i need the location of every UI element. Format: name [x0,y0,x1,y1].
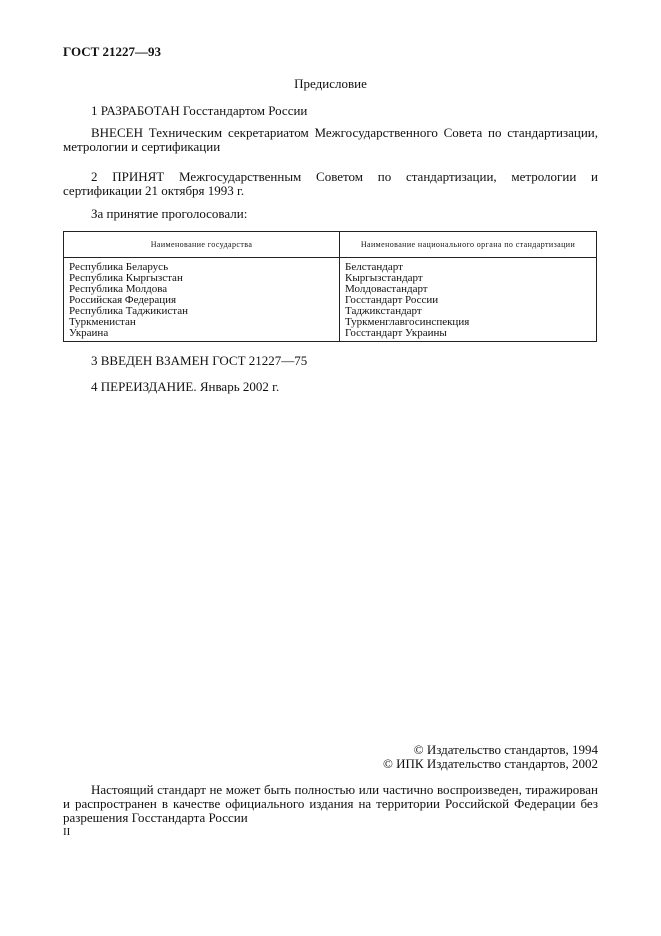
state-name: Российская Федерация [69,294,177,306]
item-adopted: 2 ПРИНЯТ Межгосударственным Советом по стандартизации, метрологии и сертификации 21 октября 1993 г. [63,169,598,198]
standards-body-name: Белстандарт [345,261,403,273]
state-name: Украина [69,327,109,339]
state-column [64,258,340,342]
voting-table [63,231,597,342]
copyright-1994: © Издательство стандартов, 1994 [413,742,598,757]
state-name: Республика Беларусь [69,261,169,273]
preface-title: Предисловие [294,76,367,91]
voted-label: За принятие проголосовали: [91,206,248,221]
table-header-body: Наименование национального органа по стандартизации [340,232,597,258]
item-reissue: 4 ПЕРЕИЗДАНИЕ. Январь 2002 г. [91,379,280,394]
document-code: ГОСТ 21227—93 [63,44,162,59]
copyright-2002: © ИПК Издательство стандартов, 2002 [383,756,598,771]
standards-body-name: Молдовастандарт [345,283,428,295]
table-row [64,258,597,342]
item-replaces: 3 ВВЕДЕН ВЗАМЕН ГОСТ 21227—75 [91,353,308,368]
standards-body-name: Кыргызстандарт [345,272,423,284]
table-header-state: Наименование государства [64,232,340,258]
standards-body-name: Госстандарт Украины [345,327,447,339]
state-name: Республика Кыргызстан [69,272,183,284]
body-column [340,258,597,342]
state-name: Республика Молдова [69,283,168,295]
item-introduced: ВНЕСЕН Техническим секретариатом Межгосударственного Совета по стандартизации, метрологии и сертификации [63,125,598,154]
state-name: Туркменистан [69,316,136,328]
page-number: II [63,826,71,838]
item-developed: 1 РАЗРАБОТАН Госстандартом России [91,103,308,118]
table-header-row [64,232,597,258]
standards-body-name: Госстандарт России [345,294,439,306]
standards-body-name: Туркменглавгосинспекция [345,316,470,328]
standards-body-name: Таджикстандарт [345,305,422,317]
reproduction-notice: Настоящий стандарт не может быть полностью или частично воспроизведен, тиражирован и распространен в качестве официального издания на территории Российской Федерации без разрешения Госстандарта России [63,782,598,825]
state-name: Республика Таджикистан [69,305,188,317]
